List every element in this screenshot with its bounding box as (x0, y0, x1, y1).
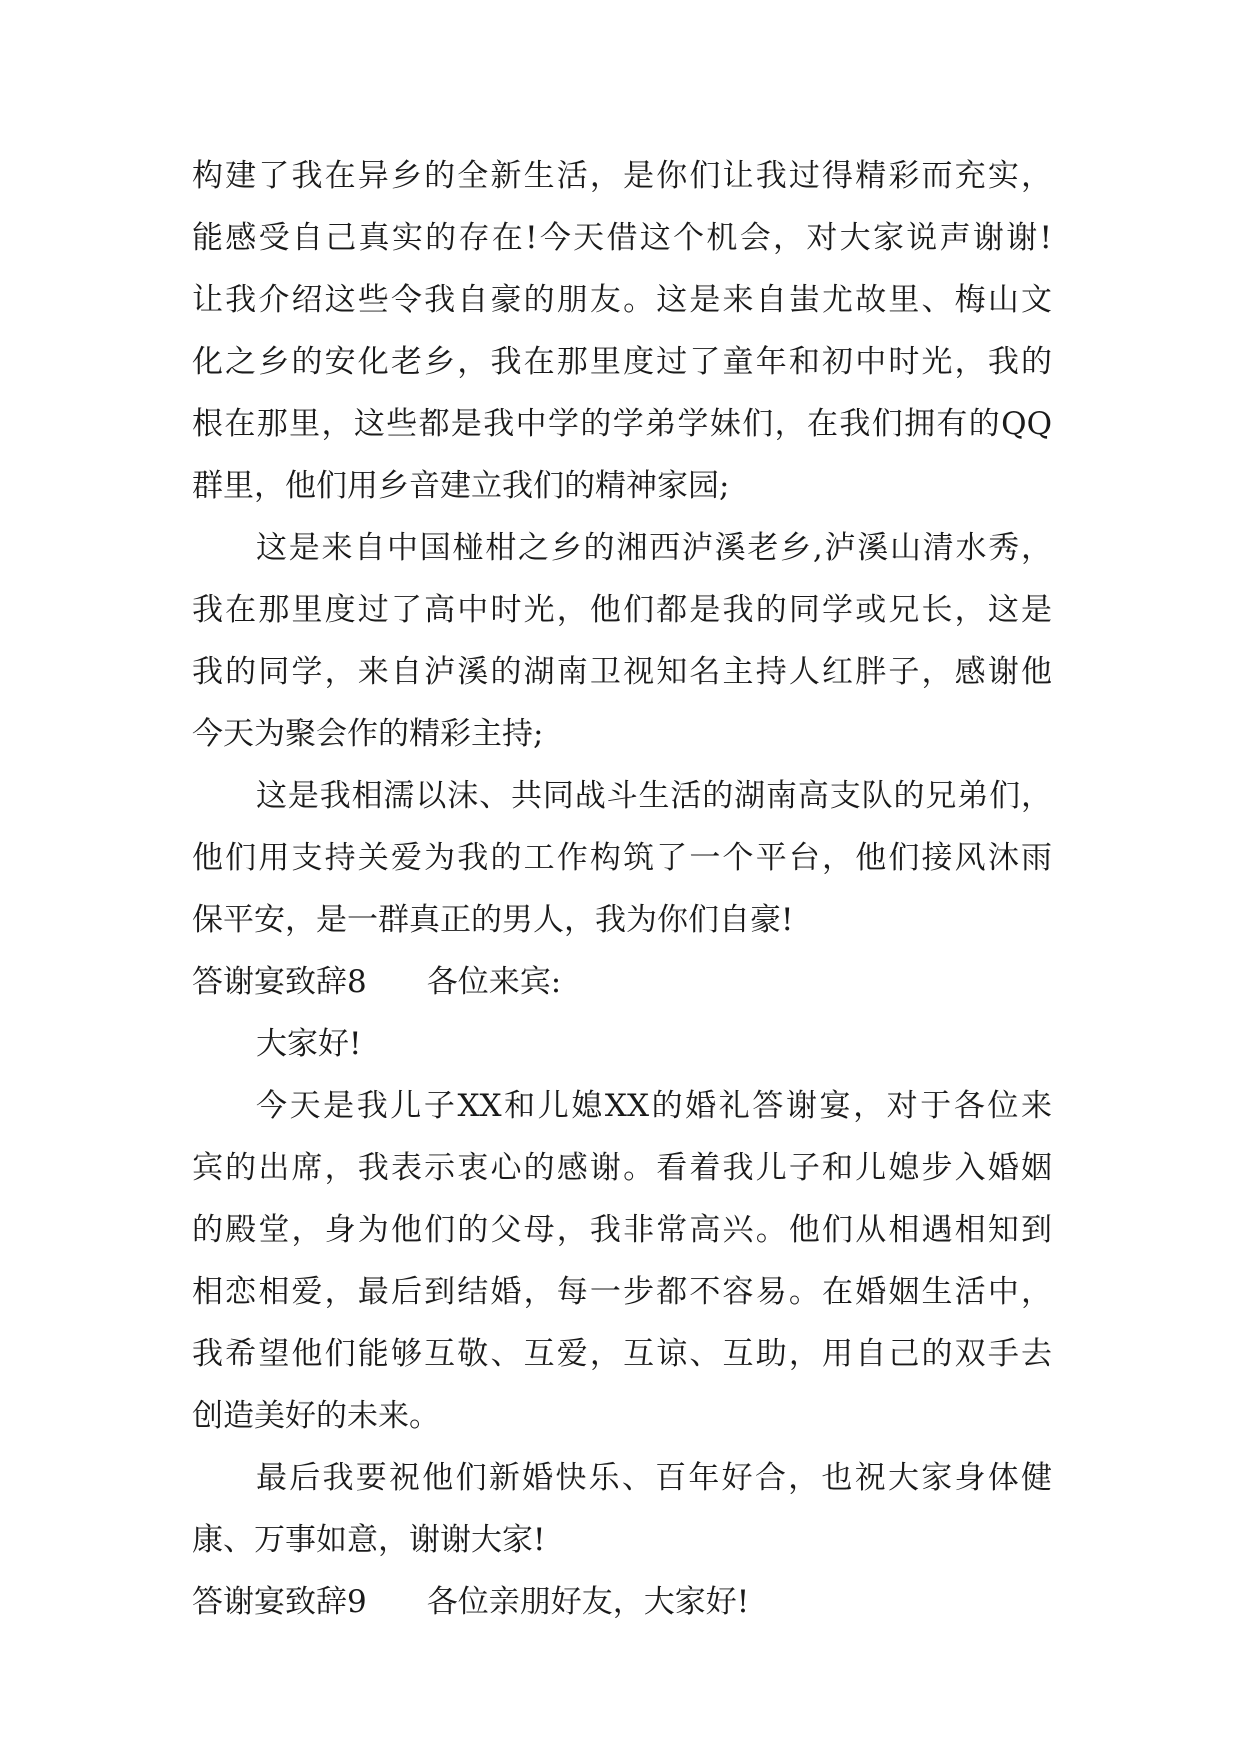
speech-8-title: 答谢宴致辞8 (192, 964, 367, 1000)
paragraph-5-line-3: 的殿堂，身为他们的父母，我非常高兴。他们从相遇相知到 (192, 1212, 1052, 1248)
paragraph-5-line-1: 今天是我儿子XX和儿媳XX的婚礼答谢宴，对于各位来 (256, 1088, 1052, 1124)
speech-9-greeting: 各位亲朋好友，大家好! (426, 1584, 750, 1620)
paragraph-2-line-4: 今天为聚会作的精彩主持; (192, 716, 544, 752)
paragraph-4-line-1: 大家好! (256, 1026, 362, 1062)
paragraph-5-line-2: 宾的出席，我表示衷心的感谢。看着我儿子和儿媳步入婚姻 (192, 1150, 1052, 1186)
paragraph-2-line-1: 这是来自中国椪柑之乡的湘西泸溪老乡,泸溪山清水秀， (256, 530, 1052, 566)
paragraph-5-line-5: 我希望他们能够互敬、互爱，互谅、互助，用自己的双手去 (192, 1336, 1052, 1372)
paragraph-1-line-6: 群里，他们用乡音建立我们的精神家园; (192, 468, 730, 504)
speech-9-title: 答谢宴致辞9 (192, 1584, 367, 1620)
paragraph-3-line-1: 这是我相濡以沫、共同战斗生活的湖南高支队的兄弟们， (256, 778, 1052, 814)
paragraph-3-line-3: 保平安，是一群真正的男人，我为你们自豪! (192, 902, 794, 938)
paragraph-5-line-4: 相恋相爱，最后到结婚，每一步都不容易。在婚姻生活中， (192, 1274, 1052, 1310)
paragraph-1-line-2: 能感受自己真实的存在!今天借这个机会，对大家说声谢谢! (192, 220, 1052, 256)
paragraph-6-line-2: 康、万事如意，谢谢大家! (192, 1522, 546, 1558)
speech-8-heading (192, 956, 561, 1018)
paragraph-5-line-6: 创造美好的未来。 (192, 1398, 440, 1434)
paragraph-1-line-1: 构建了我在异乡的全新生活，是你们让我过得精彩而充实， (192, 158, 1052, 194)
paragraph-1-line-3: 让我介绍这些令我自豪的朋友。这是来自蚩尤故里、梅山文 (192, 282, 1052, 318)
paragraph-6-line-1: 最后我要祝他们新婚快乐、百年好合，也祝大家身体健 (256, 1460, 1052, 1496)
paragraph-1-line-4: 化之乡的安化老乡，我在那里度过了童年和初中时光，我的 (192, 344, 1052, 380)
paragraph-2-line-2: 我在那里度过了高中时光，他们都是我的同学或兄长，这是 (192, 592, 1052, 628)
paragraph-2-line-3: 我的同学，来自泸溪的湖南卫视知名主持人红胖子，感谢他 (192, 654, 1052, 690)
paragraph-1-line-5: 根在那里，这些都是我中学的学弟学妹们，在我们拥有的QQ (192, 406, 1052, 442)
speech-9-heading (192, 1576, 749, 1638)
paragraph-3-line-2: 他们用支持关爱为我的工作构筑了一个平台，他们接风沐雨 (192, 840, 1052, 876)
speech-8-greeting: 各位来宾: (426, 964, 562, 1000)
